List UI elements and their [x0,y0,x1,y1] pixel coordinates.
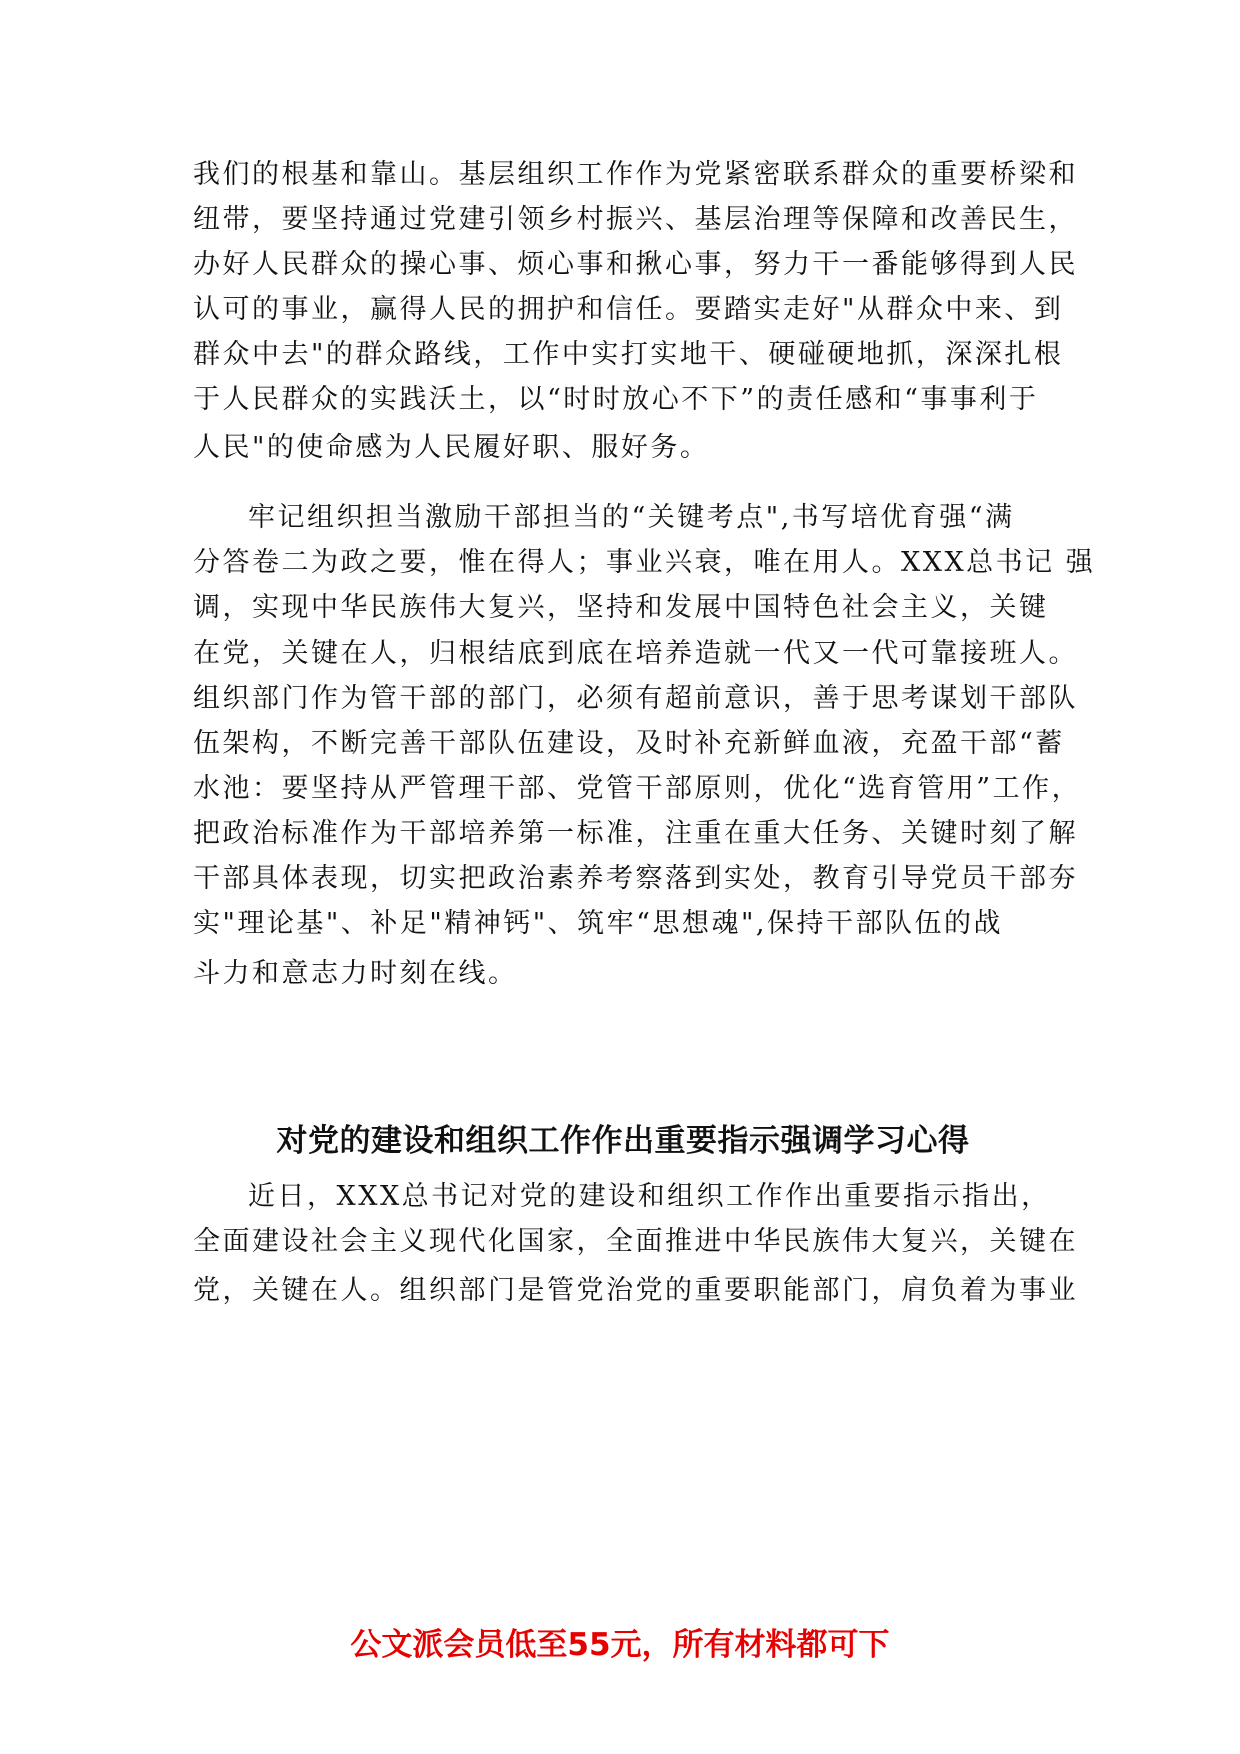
paragraph-3-line: 全面建设社会主义现代化国家，全面推进中华民族伟大复兴，关键在 [193,1226,1078,1257]
paragraph-1-line: 办好人民群众的操心事、烦心事和揪心事，努力干一番能够得到人民 [193,249,1078,280]
paragraph-3-line: 党，关键在人。组织部门是管党治党的重要职能部门，肩负着为事业 [193,1275,1078,1306]
paragraph-2-line: 在党，关键在人，归根结底到底在培养造就一代又一代可靠接班人。 [193,638,1078,669]
paragraph-1-line: 人民"的使命感为人民履好职、服好务。 [193,432,710,463]
paragraph-1-line: 认可的事业，赢得人民的拥护和信任。要踏实走好"从群众中来、到 [193,294,1064,325]
paragraph-2-line: 伍架构，不断完善干部队伍建设，及时补充新鲜血液，充盈干部“蓄 [193,728,1065,759]
paragraph-2-line: 调，实现中华民族伟大复兴，坚持和发展中国特色社会主义，关键 [193,592,1049,623]
paragraph-2-line: 实"理论基"、补足"精神钙"、筑牢“思想魂",保持干部队伍的战 [193,908,1003,939]
paragraph-1-line: 我们的根基和靠山。基层组织工作作为党紧密联系群众的重要桥梁和 [193,159,1078,190]
paragraph-1-line: 于人民群众的实践沃土，以“时时放心不下”的责任感和“事事利于 [193,384,1039,415]
paragraph-2-line: 干部具体表现，切实把政治素养考察落到实处，教育引导党员干部夯 [193,863,1078,894]
paragraph-3-line: 近日，XXX总书记对党的建设和组织工作作出重要指示指出， [248,1181,1051,1212]
paragraph-1-line: 群众中去"的群众路线，工作中实打实地干、硬碰硬地抓，深深扎根 [193,339,1064,370]
paragraph-2-line: 牢记组织担当激励干部担当的“关键考点",书写培优育强“满 [248,502,1015,533]
footer-promo-text: 公文派会员低至55元，所有材料都可下 [350,1627,890,1663]
paragraph-1-line: 纽带，要坚持通过党建引领乡村振兴、基层治理等保障和改善民生， [193,204,1078,235]
paragraph-2-line: 水池：要坚持从严管理干部、党管干部原则，优化“选育管用”工作， [193,773,1082,804]
section-heading: 对党的建设和组织工作作出重要指示强调学习心得 [276,1123,970,1159]
paragraph-2-line: 把政治标准作为干部培养第一标准，注重在重大任务、关键时刻了解 [193,818,1078,849]
paragraph-2-line: 斗力和意志力时刻在线。 [193,958,518,989]
paragraph-2-line: 分答卷二为政之要，惟在得人；事业兴衰，唯在用人。XXX总书记 强 [193,547,1096,578]
paragraph-2-line: 组织部门作为管干部的部门，必须有超前意识，善于思考谋划干部队 [193,683,1078,714]
